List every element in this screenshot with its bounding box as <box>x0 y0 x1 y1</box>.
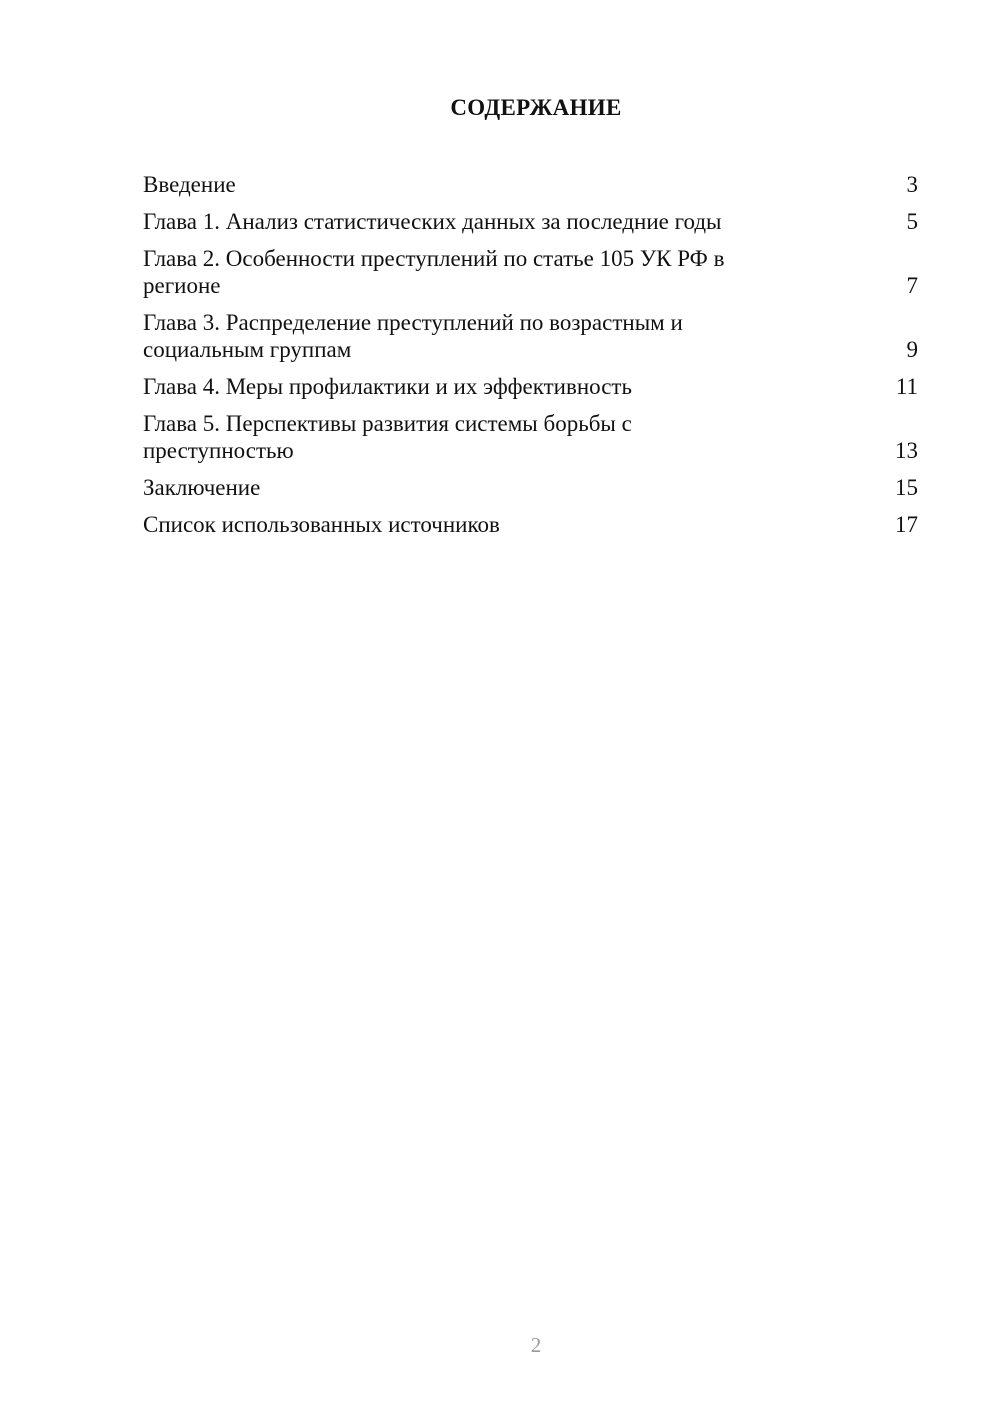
toc-item-chapter-2[interactable] <box>143 245 918 299</box>
toc-item-text: Глава 2. Особенности преступлений по статье 105 УК РФ в регионе <box>143 246 725 298</box>
toc-item-page: 15 <box>895 475 918 500</box>
toc-item-text: Глава 4. Меры профилактики и их эффективность <box>143 374 632 399</box>
toc-item-page: 11 <box>895 374 918 399</box>
toc-item-chapter-5[interactable] <box>143 410 918 464</box>
toc-item-text: Глава 3. Распределение преступлений по возрастным и социальным группам <box>143 310 683 362</box>
page-title: СОДЕРЖАНИЕ <box>450 95 622 120</box>
table-of-contents <box>143 171 918 548</box>
toc-item-page: 17 <box>895 512 918 537</box>
toc-item-page: 7 <box>906 273 918 298</box>
toc-item-chapter-4[interactable] <box>143 373 918 400</box>
toc-item-text: Глава 5. Перспективы развития системы борьбы с преступностью <box>143 411 632 463</box>
toc-item-page: 5 <box>906 209 918 234</box>
toc-item-references[interactable] <box>143 511 918 538</box>
toc-item-page: 13 <box>895 438 918 463</box>
toc-item-conclusion[interactable] <box>143 474 918 501</box>
toc-item-chapter-1[interactable] <box>143 208 918 235</box>
toc-item-introduction[interactable] <box>143 171 918 198</box>
page-number: 2 <box>530 1333 542 1357</box>
toc-item-page: 9 <box>906 337 918 362</box>
toc-item-text: Список использованных источников <box>143 512 500 537</box>
toc-item-text: Глава 1. Анализ статистических данных за последние годы <box>143 209 722 234</box>
toc-item-page: 3 <box>906 172 918 197</box>
toc-item-chapter-3[interactable] <box>143 309 918 363</box>
toc-item-text: Заключение <box>143 475 261 500</box>
toc-item-text: Введение <box>143 172 236 197</box>
